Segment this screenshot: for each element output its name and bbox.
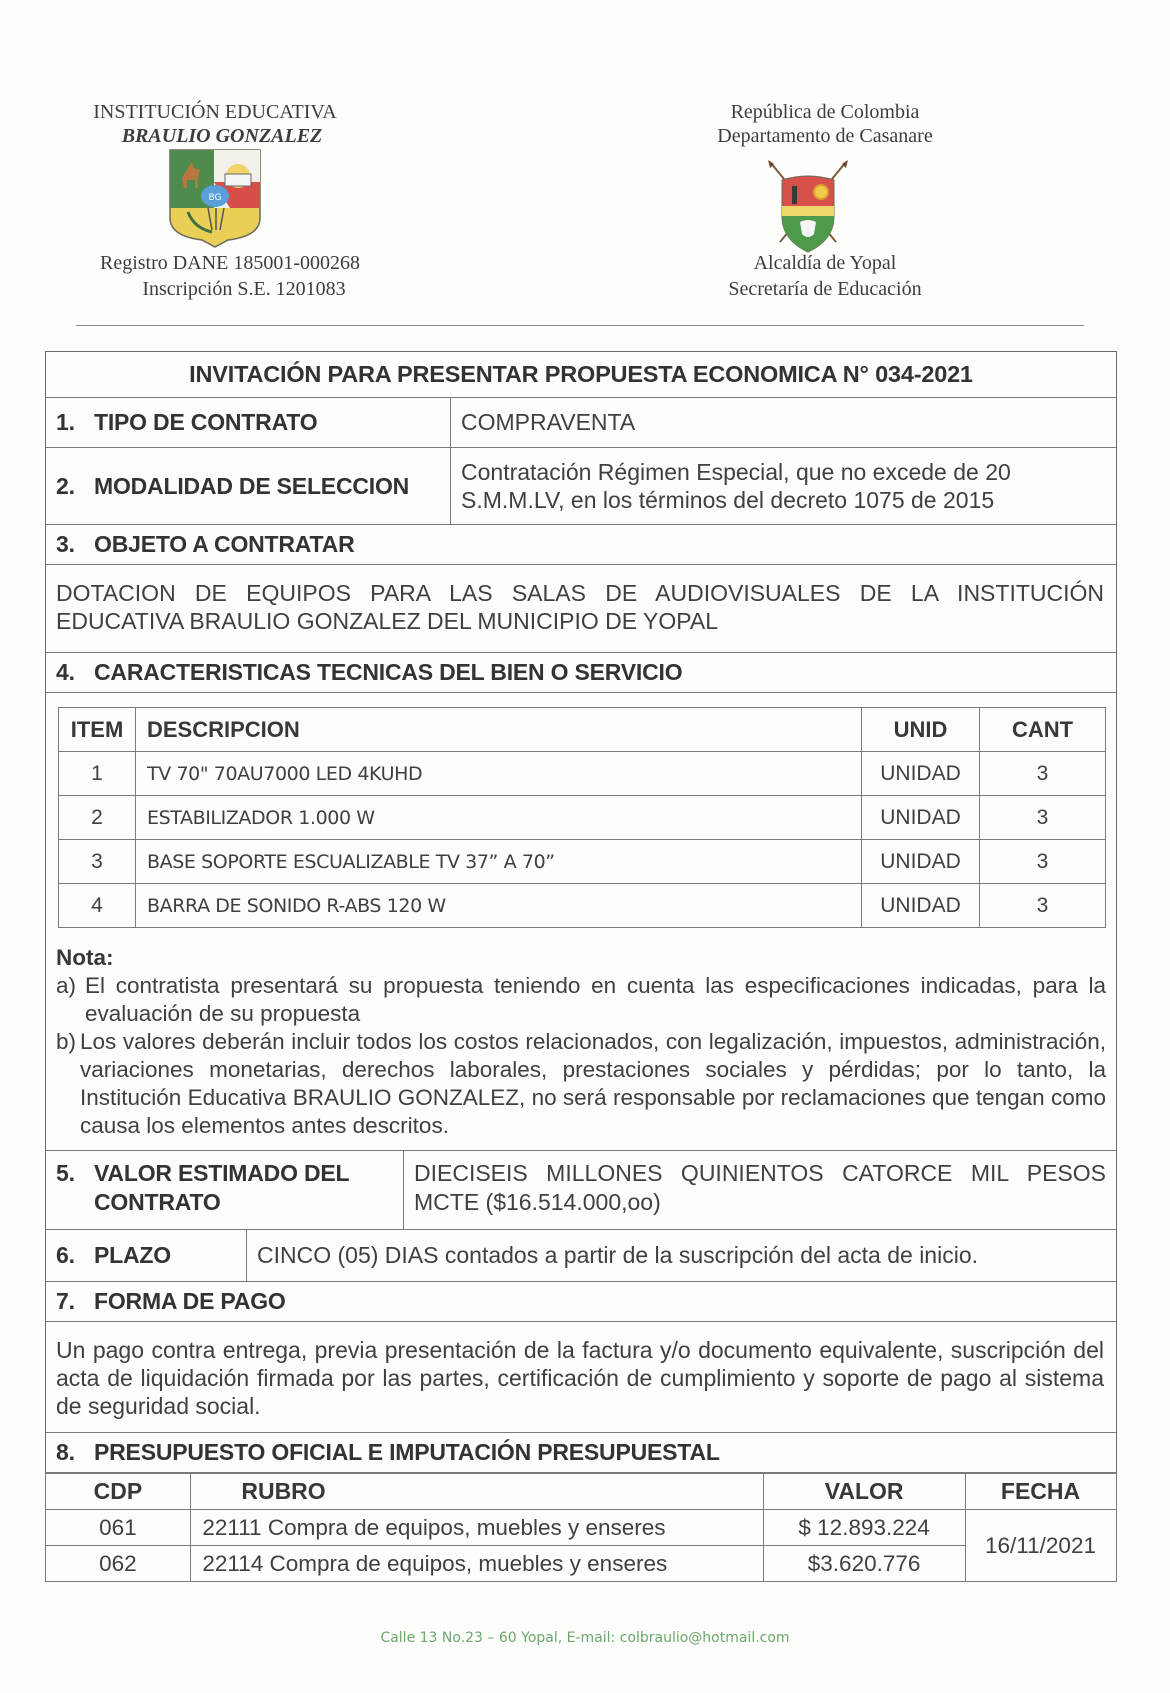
nota-marker: a)	[56, 973, 77, 998]
institution-line1: INSTITUCIÓN EDUCATIVA	[93, 101, 337, 123]
department-name: Departamento de Casanare	[717, 125, 933, 147]
secretaria-name: Secretaría de Educación	[728, 278, 922, 300]
item-unit: UNIDAD	[862, 840, 980, 884]
item-number: 1	[59, 752, 136, 796]
section-number: 5.	[56, 1160, 75, 1186]
section-title: TIPO DE CONTRATO	[94, 409, 318, 435]
school-coat-of-arms-icon	[168, 148, 262, 248]
section-caracteristicas-header	[46, 653, 1116, 693]
republic-name: República de Colombia	[730, 101, 920, 123]
cdp-number: 062	[45, 1546, 191, 1582]
table-row	[45, 1510, 1116, 1546]
section-objeto-body	[46, 565, 1116, 653]
col-valor: VALOR	[763, 1474, 965, 1510]
item-unit: UNIDAD	[862, 752, 980, 796]
alcaldia-name: Alcaldía de Yopal	[753, 252, 897, 274]
valor-estimado-value: DIECISEIS MILLONES QUINIENTOS CATORCE MIL PESOS MCTE ($16.514.000,oo)	[403, 1151, 1116, 1229]
table-row	[59, 796, 1106, 840]
section-title: CARACTERISTICAS TECNICAS DEL BIEN O SERVICIO	[94, 659, 683, 685]
section-number: 8.	[56, 1439, 75, 1465]
section-label	[46, 653, 692, 692]
section-title	[94, 1159, 349, 1217]
section-title: PRESUPUESTO OFICIAL E IMPUTACIÓN PRESUPUESTAL	[94, 1439, 720, 1465]
footer-address: Calle 13 No.23 – 60 Yopal, E-mail: colbraulio@hotmail.com	[380, 1630, 790, 1646]
government-header	[690, 100, 960, 148]
nota-item	[56, 972, 1106, 1028]
budget-table-header	[45, 1474, 1116, 1510]
section-presupuesto-header	[46, 1433, 1116, 1473]
section-forma-pago-header	[46, 1282, 1116, 1322]
section-number: 2.	[56, 472, 75, 499]
item-number: 2	[59, 796, 136, 840]
items-table-container	[46, 693, 1116, 944]
item-number: 4	[59, 884, 136, 928]
col-cdp: CDP	[45, 1474, 191, 1510]
budget-table	[45, 1473, 1117, 1582]
section-number: 6.	[56, 1242, 75, 1268]
section-label	[46, 1282, 296, 1321]
nota-title: Nota:	[56, 945, 114, 970]
invitation-form	[45, 351, 1117, 1582]
item-description: ESTABILIZADOR 1.000 W	[136, 796, 862, 840]
section-title-line2: CONTRATO	[94, 1189, 221, 1215]
item-quantity: 3	[980, 884, 1106, 928]
item-quantity: 3	[980, 796, 1106, 840]
section-label	[46, 1151, 403, 1229]
section-tipo-contrato	[46, 398, 1116, 448]
budget-value: $ 12.893.224	[763, 1510, 965, 1546]
item-description: TV 70" 70AU7000 LED 4KUHD	[136, 752, 862, 796]
inscripcion-se: Inscripción S.E. 1201083	[142, 278, 346, 300]
registro-dane: Registro DANE 185001-000268	[100, 252, 360, 274]
modalidad-value-line2: S.M.M.LV, en los términos del decreto 1075 de 2015	[461, 487, 995, 513]
section-forma-pago-body	[46, 1322, 1116, 1433]
col-item: ITEM	[59, 708, 136, 752]
modalidad-value	[450, 448, 1116, 524]
rubro-description: 22111 Compra de equipos, muebles y enseres	[191, 1510, 763, 1546]
nota-marker: b)	[56, 1029, 77, 1054]
section-number: 4.	[56, 659, 75, 685]
section-plazo	[46, 1230, 1116, 1282]
section-label	[46, 1433, 730, 1472]
col-cant: CANT	[980, 708, 1106, 752]
svg-text:BG: BG	[208, 193, 222, 203]
item-unit: UNIDAD	[862, 796, 980, 840]
items-table-header	[59, 708, 1106, 752]
table-row	[59, 752, 1106, 796]
institution-registration	[80, 250, 380, 302]
table-row	[59, 884, 1106, 928]
section-title: PLAZO	[94, 1242, 171, 1268]
budget-value: $3.620.776	[763, 1546, 965, 1582]
section-title: FORMA DE PAGO	[94, 1288, 286, 1314]
section-label	[46, 525, 364, 564]
budget-date: 16/11/2021	[965, 1510, 1116, 1582]
nota-text: Los valores deberán incluir todos los costos relacionados, con legalización, impuestos, administración, variaciones monetarias, derechos laborales, prestaciones sociales y pérdidas; por lo tanto, la Institución Educativa BRAULIO GONZALEZ, no será responsable por reclamaciones que tengan como causa los elementos antes descritos.	[80, 1029, 1106, 1138]
section-number: 3.	[56, 531, 75, 557]
nota-section	[46, 944, 1116, 1150]
item-quantity: 3	[980, 752, 1106, 796]
section-valor-estimado	[46, 1150, 1116, 1230]
item-unit: UNIDAD	[862, 884, 980, 928]
cdp-number: 061	[45, 1510, 191, 1546]
section-modalidad	[46, 448, 1116, 525]
section-objeto-header	[46, 525, 1116, 565]
item-number: 3	[59, 840, 136, 884]
col-fecha: FECHA	[965, 1474, 1116, 1510]
header-divider	[76, 325, 1084, 326]
table-row	[59, 840, 1106, 884]
yopal-coat-of-arms-icon	[766, 160, 850, 256]
tipo-contrato-value: COMPRAVENTA	[450, 398, 1116, 447]
item-description: BASE SOPORTE ESCUALIZABLE TV 37” A 70”	[136, 840, 862, 884]
objeto-value: DOTACION DE EQUIPOS PARA LAS SALAS DE AUDIOVISUALES DE LA INSTITUCIÓN EDUCATIVA BRAULIO GONZALEZ DEL MUNICIPIO DE YOPAL	[56, 580, 1104, 634]
modalidad-value-line1: Contratación Régimen Especial, que no excede de 20	[461, 459, 1011, 485]
col-descripcion: DESCRIPCION	[136, 708, 862, 752]
section-label	[46, 448, 450, 524]
col-rubro: RUBRO	[191, 1474, 763, 1510]
col-unid: UNID	[862, 708, 980, 752]
item-quantity: 3	[980, 840, 1106, 884]
section-title: MODALIDAD DE SELECCION	[94, 472, 410, 499]
section-title-line1: VALOR ESTIMADO DEL	[94, 1160, 350, 1186]
form-title: INVITACIÓN PARA PRESENTAR PROPUESTA ECONOMICA N° 034-2021	[189, 361, 973, 387]
form-title-row	[46, 352, 1116, 398]
section-label	[46, 398, 450, 447]
nota-text: El contratista presentará su propuesta teniendo en cuenta las especificaciones indicadas, para la evaluación de su propuesta	[85, 973, 1106, 1026]
items-table	[58, 707, 1106, 928]
table-row	[45, 1546, 1116, 1582]
section-title: OBJETO A CONTRATAR	[94, 531, 355, 557]
rubro-description: 22114 Compra de equipos, muebles y enseres	[191, 1546, 763, 1582]
institution-name	[70, 100, 360, 148]
forma-pago-value: Un pago contra entrega, previa presentación de la factura y/o documento equivalente, suscripción del acta de liquidación firmada por las partes, certificación de cumplimiento y soporte de pago al sistema de seguridad social.	[56, 1337, 1104, 1419]
section-label	[46, 1230, 246, 1281]
section-number: 7.	[56, 1288, 75, 1314]
institution-line2: BRAULIO GONZALEZ	[121, 125, 323, 147]
municipality-header	[700, 250, 950, 302]
nota-item	[56, 1028, 1106, 1140]
plazo-value: CINCO (05) DIAS contados a partir de la suscripción del acta de inicio.	[246, 1230, 1116, 1281]
section-number: 1.	[56, 409, 75, 435]
item-description: BARRA DE SONIDO R-ABS 120 W	[136, 884, 862, 928]
